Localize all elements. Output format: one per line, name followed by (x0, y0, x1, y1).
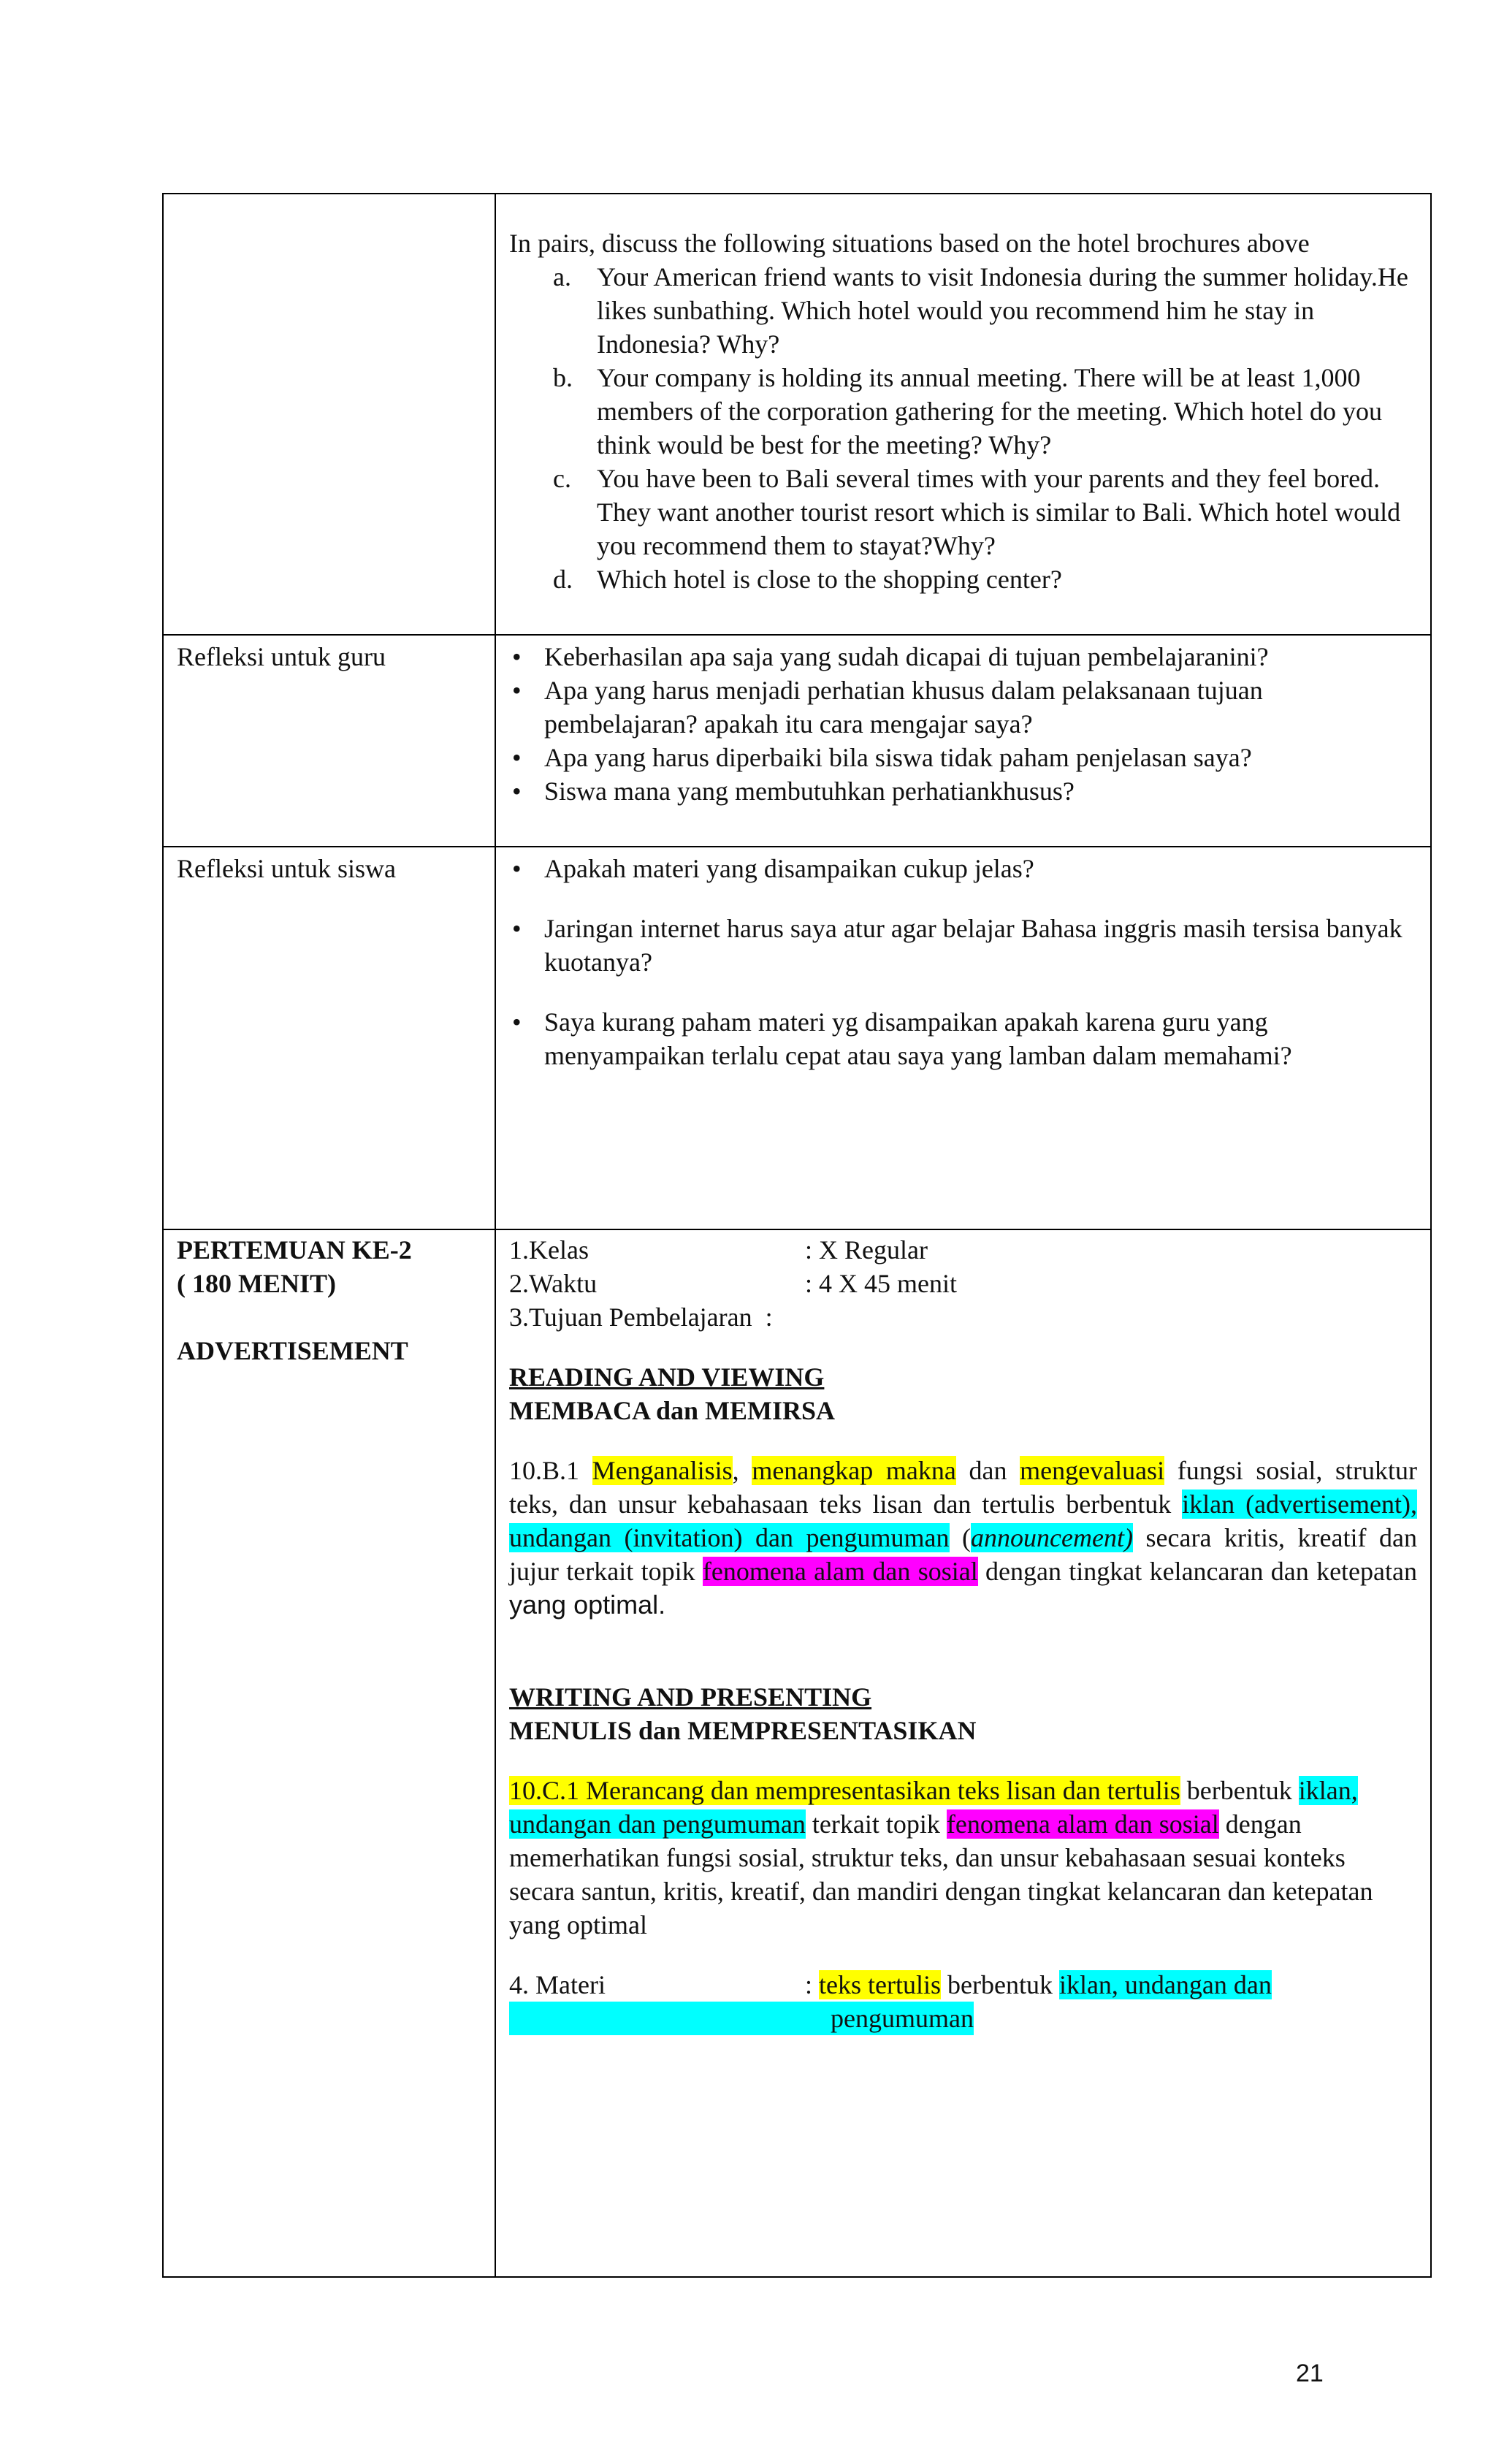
reading-heading: READING AND VIEWING (509, 1362, 825, 1392)
waktu-label: 2.Waktu (509, 1269, 598, 1298)
list-item-text: Jaringan internet harus saya atur agar belajar Bahasa inggris masih tersisa banyak kuotanya? (544, 914, 1402, 977)
situations-list (509, 260, 1417, 596)
text-run: ( (949, 1523, 972, 1552)
text-run: , (732, 1456, 752, 1485)
tujuan-row (509, 1300, 1417, 1334)
bullet-icon: • (512, 743, 522, 772)
page-number: 21 (1296, 2360, 1324, 2387)
list-item (509, 640, 1417, 674)
meeting-details-cell (496, 1230, 1430, 2278)
highlight-cyan-spacer (509, 2002, 831, 2035)
teacher-reflection-cell (496, 636, 1430, 846)
text-run: : (805, 1970, 820, 1999)
list-item (509, 260, 1417, 361)
list-letter: b. (553, 363, 573, 392)
highlight-cyan: iklan, undangan dan pengumuman (509, 1776, 1358, 1839)
materi-label: 4. Materi (509, 1970, 606, 1999)
text-run: berbentuk (941, 1970, 1059, 1999)
highlight-yellow: Menganalisis (592, 1456, 733, 1485)
row-label-cell (164, 1230, 496, 2278)
highlight-cyan: announcement) (971, 1523, 1133, 1552)
tujuan-value: : (765, 1302, 773, 1332)
student-reflection-cell (496, 847, 1430, 1229)
list-item (509, 774, 1417, 808)
highlight-yellow: teks tertulis (819, 1970, 941, 1999)
text-run: dan (955, 1456, 1020, 1485)
text-run: fungsi sosial, struktur teks, dan unsur kebahasaan teks lisan dan tertulis berbentuk (509, 1456, 1418, 1519)
highlight-cyan: pengumuman (831, 2002, 974, 2035)
reading-objective (509, 1454, 1417, 1622)
list-letter: c. (553, 464, 571, 493)
waktu-value: : 4 X 45 menit (805, 1269, 957, 1298)
student-reflection-list (509, 852, 1417, 1072)
discussion-intro: In pairs, discuss the following situations based on the hotel brochures above (509, 229, 1310, 258)
list-item-text: Which hotel is close to the shopping center? (597, 565, 1062, 594)
writing-subheading: MENULIS dan MEMPRESENTASIKAN (509, 1716, 977, 1745)
materi-row (509, 1968, 1417, 2035)
highlight-magenta: fenomena alam dan sosial (946, 1809, 1219, 1839)
list-item-text: Keberhasilan apa saja yang sudah dicapai di tujuan pembelajaranini? (544, 642, 1269, 671)
text-run: berbentuk (1180, 1776, 1299, 1805)
bullet-icon: • (512, 914, 522, 943)
list-item-text: Siswa mana yang membutuhkan perhatiankhusus? (544, 777, 1075, 806)
table-row-student-reflection (164, 847, 1430, 1230)
writing-objective (509, 1774, 1417, 1942)
waktu-row (509, 1267, 1417, 1300)
text-run: secara kritis, kreatif dan jujur terkait topik (509, 1523, 1417, 1586)
bullet-icon: • (512, 1007, 522, 1037)
row-label-cell (164, 194, 496, 634)
highlight-cyan: iklan, undangan dan (1058, 1970, 1272, 1999)
table-row-discussion (164, 194, 1430, 636)
meeting-title: PERTEMUAN KE-2 (177, 1235, 412, 1265)
kelas-value: : X Regular (805, 1235, 928, 1265)
highlight-magenta: fenomena alam dan sosial (702, 1557, 978, 1586)
writing-heading: WRITING AND PRESENTING (509, 1682, 872, 1712)
materi-value (805, 1968, 1272, 2002)
meeting-topic: ADVERTISEMENT (177, 1336, 408, 1365)
table-row-meeting-2 (164, 1230, 1430, 2278)
kelas-row (509, 1233, 1417, 1267)
text-run: yang optimal. (509, 1590, 666, 1620)
objective-code: 10.B.1 (509, 1456, 580, 1485)
bullet-icon: • (512, 676, 522, 705)
list-item (509, 741, 1417, 774)
table-row-teacher-reflection (164, 636, 1430, 847)
tujuan-label: 3.Tujuan Pembelajaran (509, 1302, 752, 1332)
row-label: Refleksi untuk siswa (177, 854, 396, 883)
row-label-cell (164, 847, 496, 1229)
list-item (509, 462, 1417, 562)
list-letter: a. (553, 262, 571, 291)
list-item (509, 852, 1417, 885)
highlight-yellow: mengevaluasi (1020, 1456, 1165, 1485)
text-run: dengan tingkat kelancaran dan ketepatan (977, 1557, 1417, 1586)
bullet-icon: • (512, 777, 522, 806)
text-run: dengan memerhatikan fungsi sosial, struktur teks, dan unsur kebahasaan sesuai konteks secara santun, kritis, kreatif, dan mandiri dengan tingkat kelancaran dan ketepatan yang optimal (509, 1809, 1373, 1939)
text-run: terkait topik (805, 1809, 947, 1839)
highlight-yellow: menangkap makna (752, 1456, 956, 1485)
list-item (509, 912, 1417, 979)
list-item-text: You have been to Bali several times with your parents and they feel bored. They want another tourist resort which is similar to Bali. Which hotel would you recommend them to stayat?Why? (597, 464, 1401, 560)
list-item (509, 674, 1417, 741)
bullet-icon: • (512, 642, 522, 671)
list-item-text: Your company is holding its annual meeting. There will be at least 1,000 members of the corporation gathering for the meeting. Which hotel do you think would be best for the meeting? Why? (597, 363, 1383, 459)
materi-line-1 (509, 1968, 1417, 2002)
kelas-label: 1.Kelas (509, 1235, 589, 1265)
row-label: Refleksi untuk guru (177, 642, 386, 671)
meeting-duration: ( 180 MENIT) (177, 1269, 336, 1298)
reading-subheading: MEMBACA dan MEMIRSA (509, 1396, 836, 1425)
list-item (509, 1005, 1417, 1072)
highlight-cyan: iklan (advertisement), undangan (invitation) dan pengumuman (509, 1490, 1417, 1552)
list-item-text: Saya kurang paham materi yg disampaikan apakah karena guru yang menyampaikan terlalu cepat atau saya yang lamban dalam memahami? (544, 1007, 1292, 1070)
list-item-text: Your American friend wants to visit Indonesia during the summer holiday.He likes sunbathing. Which hotel would you recommend him he stay in Indonesia? Why? (597, 262, 1408, 359)
list-item (509, 361, 1417, 462)
list-letter: d. (553, 565, 573, 594)
highlight-yellow: 10.C.1 Merancang dan mempresentasikan teks lisan dan tertulis (509, 1776, 1180, 1805)
discussion-cell (496, 194, 1430, 634)
teacher-reflection-list (509, 640, 1417, 808)
lesson-plan-table (162, 193, 1432, 2278)
row-label-cell (164, 636, 496, 846)
materi-line-2 (509, 2002, 1417, 2035)
bullet-icon: • (512, 854, 522, 883)
list-item (509, 562, 1417, 596)
list-item-text: Apa yang harus menjadi perhatian khusus dalam pelaksanaan tujuan pembelajaran? apakah itu cara mengajar saya? (544, 676, 1263, 739)
list-item-text: Apa yang harus diperbaiki bila siswa tidak paham penjelasan saya? (544, 743, 1252, 772)
list-item-text: Apakah materi yang disampaikan cukup jelas? (544, 854, 1034, 883)
